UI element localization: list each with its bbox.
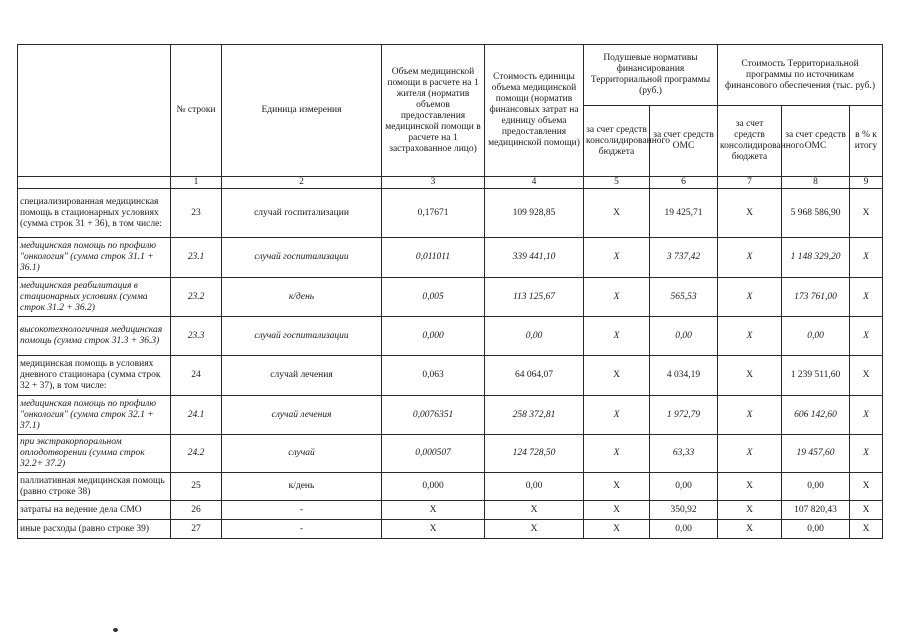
row-per-capita-budget: X <box>584 435 650 473</box>
header-name-blank <box>18 45 171 177</box>
header-volume: Объем медицинской помощи в расчете на 1 жителя (норматив объемов предоставления медицинской помощи в расчете на 1 застрахованное лицо) <box>382 45 485 177</box>
row-number: 23 <box>171 189 222 238</box>
row-unit: случай госпитализации <box>222 238 382 278</box>
table-row <box>18 473 883 501</box>
header-row-number: № строки <box>171 45 222 177</box>
row-unit: случай лечения <box>222 356 382 396</box>
row-per-capita-oms: 0,00 <box>650 317 718 356</box>
header-program-oms: за счет средств ОМС <box>782 106 850 177</box>
row-program-percent: X <box>850 356 883 396</box>
row-program-percent: X <box>850 189 883 238</box>
row-name: иные расходы (равно строке 39) <box>18 520 171 539</box>
column-number: 2 <box>222 177 382 189</box>
row-program-oms: 0,00 <box>782 520 850 539</box>
row-program-oms: 5 968 586,90 <box>782 189 850 238</box>
row-volume: 0,0076351 <box>382 396 485 435</box>
row-name: медицинская помощь в условиях дневного стационара (сумма строк 32 + 37), в том числе: <box>18 356 171 396</box>
row-per-capita-budget: X <box>584 501 650 520</box>
row-unit: случай лечения <box>222 396 382 435</box>
table-row <box>18 356 883 396</box>
column-number: 8 <box>782 177 850 189</box>
row-unit: к/день <box>222 278 382 317</box>
table-row <box>18 435 883 473</box>
row-program-oms: 107 820,43 <box>782 501 850 520</box>
row-volume: 0,005 <box>382 278 485 317</box>
table-row <box>18 238 883 278</box>
row-unit-cost: 64 064,07 <box>485 356 584 396</box>
column-number: 4 <box>485 177 584 189</box>
row-per-capita-oms: 350,92 <box>650 501 718 520</box>
row-volume: X <box>382 501 485 520</box>
row-unit-cost: 339 441,10 <box>485 238 584 278</box>
row-volume: 0,17671 <box>382 189 485 238</box>
row-program-percent: X <box>850 317 883 356</box>
row-program-percent: X <box>850 238 883 278</box>
row-per-capita-budget: X <box>584 317 650 356</box>
row-number: 23.2 <box>171 278 222 317</box>
row-name: медицинская помощь по профилю "онкология" (сумма строк 32.1 + 37.1) <box>18 396 171 435</box>
row-unit-cost: 0,00 <box>485 317 584 356</box>
row-volume: 0,000 <box>382 473 485 501</box>
row-program-budget: X <box>718 317 782 356</box>
row-name: медицинская реабилитация в стационарных условиях (сумма строк 31.2 + 36.2) <box>18 278 171 317</box>
financing-table <box>17 44 883 539</box>
row-per-capita-oms: 1 972,79 <box>650 396 718 435</box>
row-number: 24.2 <box>171 435 222 473</box>
row-number: 23.1 <box>171 238 222 278</box>
header-program-percent: в % к итогу <box>850 106 883 177</box>
row-number: 27 <box>171 520 222 539</box>
row-program-percent: X <box>850 396 883 435</box>
column-number-blank <box>18 177 171 189</box>
row-unit-cost: 0,00 <box>485 473 584 501</box>
row-program-budget: X <box>718 473 782 501</box>
row-program-percent: X <box>850 520 883 539</box>
header-per-capita-budget: за счет средств консолидированного бюджета <box>584 106 650 177</box>
table-row <box>18 501 883 520</box>
row-per-capita-budget: X <box>584 278 650 317</box>
scan-mark <box>113 628 118 632</box>
header-program-cost: Стоимость Территориальной программы по источникам финансового обеспечения (тыс. руб.) <box>718 45 883 106</box>
row-number: 25 <box>171 473 222 501</box>
row-program-oms: 19 457,60 <box>782 435 850 473</box>
header-per-capita-oms: за счет средств ОМС <box>650 106 718 177</box>
row-name: специализированная медицинская помощь в стационарных условиях (сумма строк 31 + 36), в том числе: <box>18 189 171 238</box>
row-name: паллиативная медицинская помощь (равно строке 38) <box>18 473 171 501</box>
row-program-oms: 1 239 511,60 <box>782 356 850 396</box>
table-row <box>18 396 883 435</box>
column-number: 9 <box>850 177 883 189</box>
row-per-capita-oms: 63,33 <box>650 435 718 473</box>
row-name: при экстракорпоральном оплодотворении (сумма строк 32.2+ 37.2) <box>18 435 171 473</box>
row-unit-cost: 124 728,50 <box>485 435 584 473</box>
row-per-capita-oms: 0,00 <box>650 520 718 539</box>
header-per-capita: Подушевые нормативы финансирования Территориальной программы (руб.) <box>584 45 718 106</box>
table-row <box>18 189 883 238</box>
row-volume: 0,000 <box>382 317 485 356</box>
row-number: 24.1 <box>171 396 222 435</box>
row-per-capita-oms: 4 034,19 <box>650 356 718 396</box>
row-program-budget: X <box>718 435 782 473</box>
row-per-capita-budget: X <box>584 189 650 238</box>
table-row <box>18 317 883 356</box>
row-program-percent: X <box>850 435 883 473</box>
column-number-row <box>18 177 883 189</box>
row-program-budget: X <box>718 238 782 278</box>
row-program-percent: X <box>850 278 883 317</box>
row-program-budget: X <box>718 278 782 317</box>
row-program-budget: X <box>718 501 782 520</box>
row-unit-cost: 113 125,67 <box>485 278 584 317</box>
table-row <box>18 520 883 539</box>
row-per-capita-oms: 0,00 <box>650 473 718 501</box>
row-unit-cost: X <box>485 520 584 539</box>
row-volume: X <box>382 520 485 539</box>
row-unit-cost: X <box>485 501 584 520</box>
row-program-budget: X <box>718 396 782 435</box>
column-number: 6 <box>650 177 718 189</box>
row-volume: 0,000507 <box>382 435 485 473</box>
header-program-budget: за счет средств консолидированного бюджета <box>718 106 782 177</box>
row-number: 23.3 <box>171 317 222 356</box>
row-name: медицинская помощь по профилю "онкология" (сумма строк 31.1 + 36.1) <box>18 238 171 278</box>
header-unit-cost: Стоимость единицы объема медицинской помощи (норматив финансовых затрат на единицу объема предоставления медицинской помощи) <box>485 45 584 177</box>
column-number: 1 <box>171 177 222 189</box>
row-program-oms: 0,00 <box>782 473 850 501</box>
row-program-oms: 173 761,00 <box>782 278 850 317</box>
row-volume: 0,011011 <box>382 238 485 278</box>
row-per-capita-budget: X <box>584 520 650 539</box>
table-row <box>18 278 883 317</box>
row-volume: 0,063 <box>382 356 485 396</box>
row-per-capita-budget: X <box>584 356 650 396</box>
row-program-oms: 1 148 329,20 <box>782 238 850 278</box>
row-unit-cost: 109 928,85 <box>485 189 584 238</box>
row-program-percent: X <box>850 501 883 520</box>
row-program-oms: 0,00 <box>782 317 850 356</box>
row-program-budget: X <box>718 356 782 396</box>
row-per-capita-budget: X <box>584 473 650 501</box>
row-program-budget: X <box>718 189 782 238</box>
row-unit-cost: 258 372,81 <box>485 396 584 435</box>
row-unit: случай госпитализации <box>222 189 382 238</box>
column-number: 5 <box>584 177 650 189</box>
row-unit: случай госпитализации <box>222 317 382 356</box>
row-unit: случай <box>222 435 382 473</box>
row-unit: - <box>222 520 382 539</box>
row-unit: - <box>222 501 382 520</box>
row-name: высокотехнологичная медицинская помощь (сумма строк 31.3 + 36.3) <box>18 317 171 356</box>
row-program-oms: 606 142,60 <box>782 396 850 435</box>
row-per-capita-oms: 19 425,71 <box>650 189 718 238</box>
column-number: 7 <box>718 177 782 189</box>
row-per-capita-oms: 565,53 <box>650 278 718 317</box>
row-program-percent: X <box>850 473 883 501</box>
column-number: 3 <box>382 177 485 189</box>
row-number: 26 <box>171 501 222 520</box>
row-per-capita-oms: 3 737,42 <box>650 238 718 278</box>
row-unit: к/день <box>222 473 382 501</box>
row-per-capita-budget: X <box>584 396 650 435</box>
row-program-budget: X <box>718 520 782 539</box>
header-unit: Единица измерения <box>222 45 382 177</box>
row-name: затраты на ведение дела СМО <box>18 501 171 520</box>
row-number: 24 <box>171 356 222 396</box>
row-per-capita-budget: X <box>584 238 650 278</box>
